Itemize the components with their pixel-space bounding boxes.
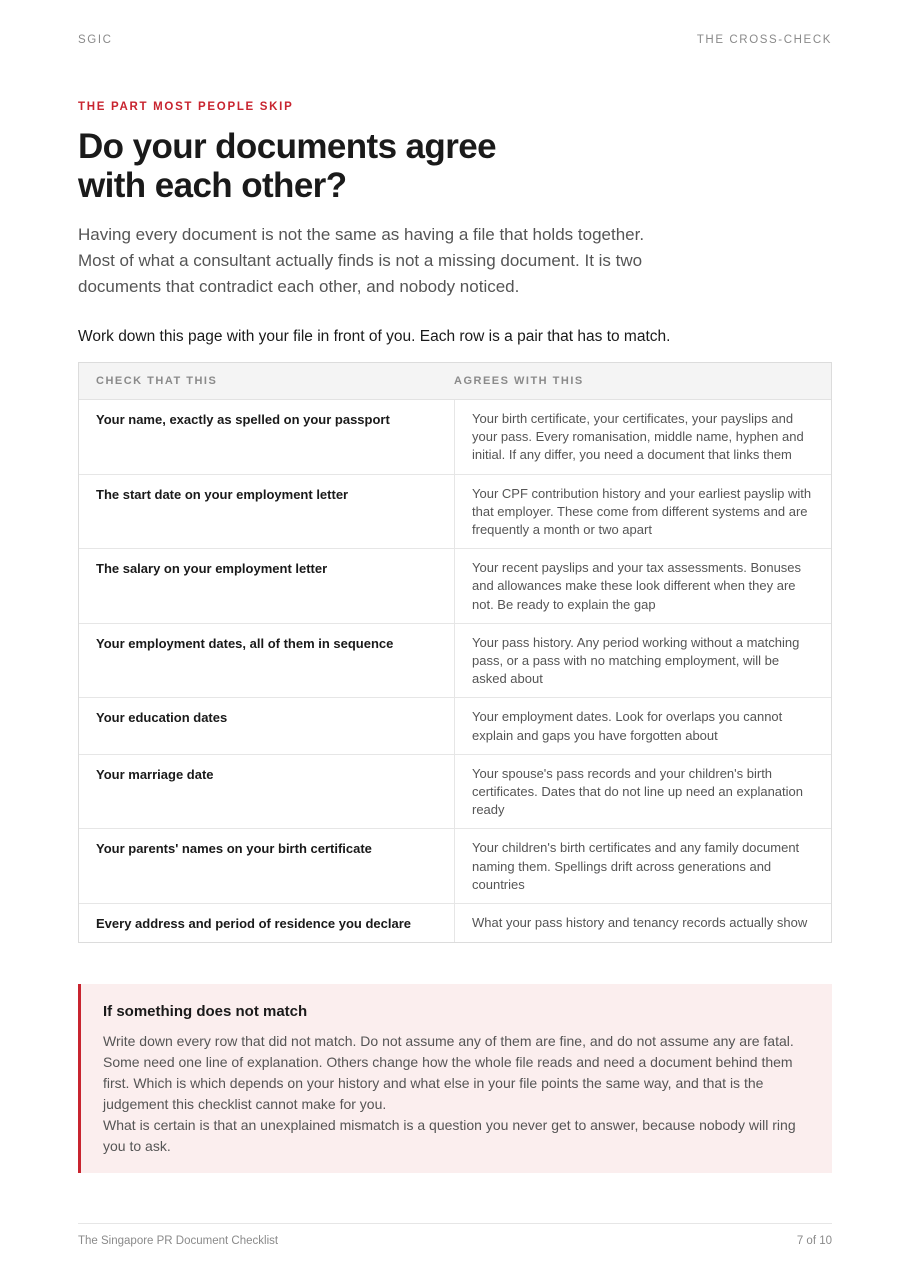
- table-row: [79, 475, 831, 550]
- agrees-cell: Your pass history. Any period working without a matching pass, or a pass with no matching employment, will be asked about: [472, 634, 800, 687]
- callout-paragraph: Write down every row that did not match. Do not assume any of them are fine, and do not assume any are fatal. Some need one line of explanation. Others change how the whole file reads and need a document behind them first. Which is which depends on your history and what else in your file points the same way, and that is the judgement this checklist cannot make for you.: [103, 1033, 794, 1112]
- table-row: [79, 624, 831, 699]
- check-cell: Your name, exactly as spelled on your passport: [79, 400, 455, 474]
- agrees-cell: Your employment dates. Look for overlaps you cannot explain and gaps you have forgotten about: [472, 709, 783, 743]
- footer-divider: [78, 1223, 832, 1224]
- running-header: [78, 34, 832, 46]
- footer-document-title: The Singapore PR Document Checklist: [78, 1235, 279, 1247]
- callout-title: If something does not match: [103, 1003, 308, 1020]
- callout-paragraph: What is certain is that an unexplained mismatch is a question you never get to answer, because nobody will ring you to ask.: [103, 1117, 796, 1154]
- check-cell: The start date on your employment letter: [79, 475, 455, 549]
- table-row: [79, 698, 831, 754]
- table-row: [79, 755, 831, 830]
- check-cell: Your marriage date: [79, 755, 455, 829]
- table-row: [79, 400, 831, 475]
- table-header: [79, 363, 831, 400]
- title-line: with each other?: [78, 166, 347, 205]
- callout-body: [103, 1031, 810, 1157]
- lead-paragraph: [78, 222, 698, 300]
- agrees-cell: Your spouse's pass records and your children's birth certificates. Dates that do not line up need an explanation ready: [472, 765, 803, 818]
- lead-line: documents that contradict each other, and nobody noticed.: [78, 277, 520, 296]
- agrees-cell: What your pass history and tenancy records actually show: [472, 915, 808, 931]
- agrees-cell: Your CPF contribution history and your earliest payslip with that employer. These come from different systems and are frequently a month or two apart: [472, 485, 812, 538]
- column-header-agrees: AGREES WITH THIS: [454, 375, 584, 387]
- section-label: THE CROSS-CHECK: [696, 34, 832, 46]
- agrees-cell: Your children's birth certificates and any family document naming them. Spellings drift across generations and countries: [472, 840, 800, 892]
- title-line: Do your documents agree: [78, 127, 496, 166]
- check-cell: Your employment dates, all of them in sequence: [79, 624, 455, 698]
- instruction-text: Work down this page with your file in front of you. Each row is a pair that has to match.: [78, 328, 671, 345]
- check-cell: Your education dates: [79, 698, 455, 753]
- table-row: [79, 904, 831, 942]
- check-cell: Your parents' names on your birth certificate: [79, 829, 455, 903]
- page-number: 7 of 10: [796, 1235, 832, 1247]
- agrees-cell: Your recent payslips and your tax assessments. Bonuses and allowances make these look different when they are not. Be ready to explain the gap: [472, 560, 802, 612]
- footer: [78, 1235, 832, 1247]
- lead-line: Most of what a consultant actually finds is not a missing document. It is two: [78, 251, 643, 270]
- cross-check-table: [78, 362, 832, 943]
- table-row: [79, 829, 831, 904]
- agrees-cell: Your birth certificate, your certificates, your payslips and your pass. Every romanisation, middle name, hyphen and initial. If any differ, you need a document that links them: [472, 411, 804, 463]
- check-cell: The salary on your employment letter: [79, 549, 455, 623]
- brand-label: SGIC: [78, 34, 113, 46]
- page-title: [78, 127, 638, 205]
- check-cell: Every address and period of residence you declare: [79, 904, 455, 942]
- mismatch-callout: [78, 984, 832, 1173]
- column-header-check: CHECK THAT THIS: [96, 375, 218, 387]
- lead-line: Having every document is not the same as having a file that holds together.: [78, 225, 645, 244]
- eyebrow: THE PART MOST PEOPLE SKIP: [78, 101, 294, 113]
- table-row: [79, 549, 831, 624]
